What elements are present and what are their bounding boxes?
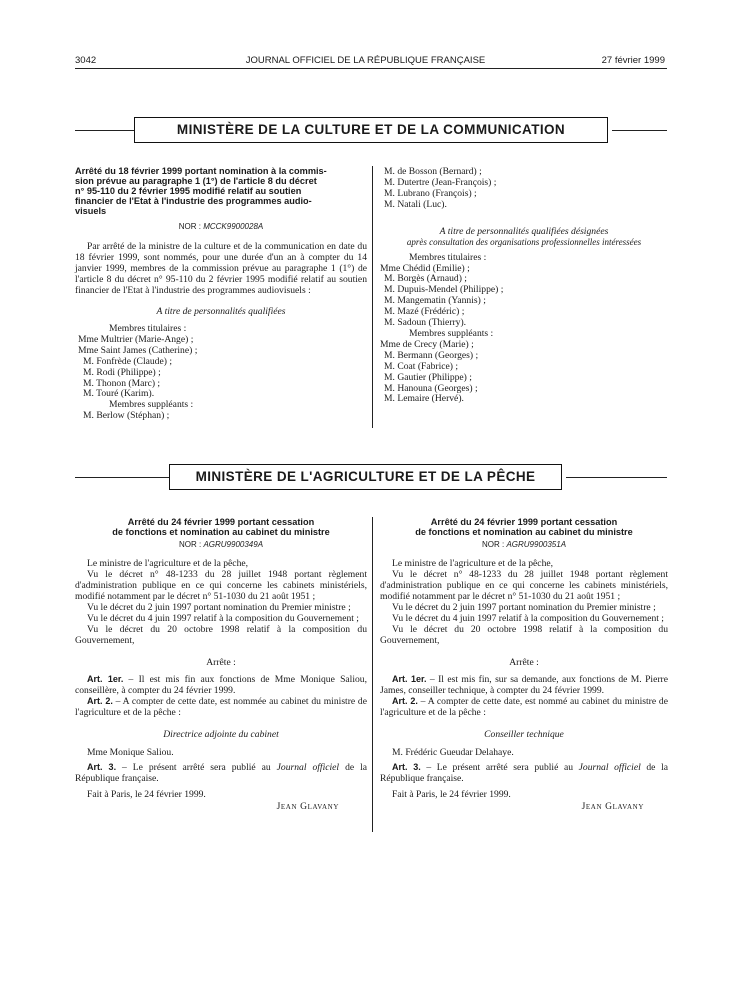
article-label: Art. 3.: [392, 762, 421, 772]
title-line: de fonctions et nomination au cabinet du ministre: [415, 527, 633, 537]
article-2: [75, 696, 367, 718]
role-title: Conseiller technique: [484, 729, 564, 740]
decree-culture-title: [75, 166, 367, 216]
list-item: M. Coat (Fabrice) ;: [384, 360, 459, 372]
list-item: M. Sadoun (Thierry).: [384, 317, 467, 329]
title-line: financier de l'Etat à l'industrie des programmes audio-: [75, 196, 312, 206]
list-item: M. Natali (Luc).: [384, 198, 447, 210]
list-item: M. Borgès (Arnaud) ;: [384, 273, 467, 285]
list-item: M. Thonon (Marc) ;: [83, 377, 161, 389]
paragraph: Le ministre de l'agriculture et de la pêche,: [87, 558, 249, 569]
ministry-culture-title: MINISTÈRE DE LA CULTURE ET DE LA COMMUNICATION: [176, 122, 566, 137]
ministry-culture-box: [134, 117, 608, 143]
list-item: M. Lubrano (François) ;: [384, 187, 477, 199]
article-label: Art. 1er.: [87, 674, 124, 684]
suppleants-label: Membres suppléants :: [109, 399, 194, 411]
nor-label: NOR :: [481, 540, 505, 549]
article-1: [75, 674, 367, 696]
list-item: Mme Multrier (Marie-Ange) ;: [78, 333, 194, 345]
signature: Jean Glavany: [581, 801, 644, 812]
heading-line: A titre de personnalités qualifiées désignées: [439, 225, 609, 237]
fait-a-paris: Fait à Paris, le 24 février 1999.: [392, 789, 511, 800]
fait-a-paris: Fait à Paris, le 24 février 1999.: [87, 789, 206, 800]
article-text: de la République française.: [75, 762, 367, 784]
article-label: Art. 2.: [87, 696, 113, 706]
title-line: Arrêté du 18 février 1999 portant nomination à la commis-: [75, 166, 327, 176]
title-line: de fonctions et nomination au cabinet du ministre: [112, 527, 330, 537]
header-rule: [75, 68, 667, 69]
article-3: [380, 762, 668, 784]
paragraph: Vu le décret du 20 octobre 1998 relatif à la composition du Gouvernement,: [75, 624, 367, 646]
paragraph: Vu le décret du 4 juin 1997 relatif à la composition du Gouvernement ;: [87, 613, 359, 624]
column-divider: [372, 517, 373, 832]
heading-line: après consultation des organisations professionnelles intéressées: [406, 236, 642, 247]
nor-code: MCCK9900028A: [203, 222, 264, 231]
decree-culture-right-column: [380, 167, 668, 405]
appointee: Mme Monique Saliou.: [87, 747, 174, 758]
list-item: M. Mazé (Frédéric) ;: [384, 306, 465, 318]
list-item: M. Berlow (Stéphan) ;: [83, 410, 170, 422]
article-text: – Le présent arrêté sera publié au: [116, 762, 277, 773]
group-heading-designated: [380, 226, 668, 248]
list-item: M. de Bosson (Bernard) ;: [384, 166, 482, 177]
nor-reference: [75, 540, 367, 549]
title-line: visuels: [75, 206, 107, 216]
journal-name: Journal officiel: [276, 762, 340, 773]
list-item: Mme Saint James (Catherine) ;: [78, 344, 198, 356]
title-line: Arrêté du 24 février 1999 portant cessation: [430, 517, 618, 527]
list-item: M. Hanouna (Georges) ;: [384, 382, 478, 394]
paragraph: Vu le décret du 2 juin 1997 portant nomination du Premier ministre ;: [392, 602, 656, 613]
role-title: Directrice adjointe du cabinet: [163, 729, 279, 740]
paragraph: Vu le décret du 4 juin 1997 relatif à la composition du Gouvernement ;: [392, 613, 664, 624]
article-label: Art. 3.: [87, 762, 117, 772]
article-label: Art. 1er.: [392, 674, 427, 684]
article-text: – Le présent arrêté sera publié au: [420, 762, 579, 773]
considerants: [75, 558, 367, 646]
list-item: M. Dutertre (Jean-François) ;: [384, 176, 497, 188]
ministry-rule-right: [612, 130, 667, 131]
list-item: M. Fonfrède (Claude) ;: [83, 355, 172, 367]
ministry-rule-right: [566, 477, 667, 478]
article-1: [380, 674, 668, 696]
titulaires-label: Membres titulaires :: [109, 323, 187, 334]
list-item: M. Touré (Karim).: [83, 388, 155, 400]
decree-agri-right-title: [380, 517, 668, 537]
decree-agri-left-title: [75, 517, 367, 537]
decree-agri-right-column: [380, 517, 668, 812]
ministry-agriculture-box: [169, 464, 562, 490]
list-item: M. Mangematin (Yannis) ;: [384, 295, 486, 307]
list-item: Mme de Crecy (Marie) ;: [380, 338, 474, 350]
article-3: [75, 762, 367, 784]
title-line: sion prévue au paragraphe 1 (1°) de l'article 8 du décret: [75, 176, 317, 186]
list-item: M. Lemaire (Hervé).: [384, 393, 464, 405]
issue-date: 27 février 1999: [601, 55, 665, 66]
decree-intro: Par arrêté de la ministre de la culture et de la communication en date du 18 février 1999, sont nommés, pour une durée d'un an à compter du 14 janvier 1999, membres de la commission prévue au paragraphe 1 (1°) de l'article 8 du décret n° 95-110 du 2 février 1995 modifié relatif au soutien financier de l'Etat à l'industrie des programmes audiovisuels :: [75, 241, 367, 296]
column-divider: [372, 166, 373, 428]
list-item: Mme Chédid (Emilie) ;: [380, 262, 470, 274]
titulaires-label: Membres titulaires :: [409, 251, 487, 263]
ministry-rule-left: [75, 130, 135, 131]
appointee: M. Frédéric Gueudar Delahaye.: [392, 747, 514, 758]
decree-culture-left-column: [75, 166, 367, 422]
signature: Jean Glavany: [276, 801, 339, 812]
decree-agri-left-column: [75, 517, 367, 812]
page-number: 3042: [75, 55, 97, 66]
arrete-label: Arrête :: [509, 657, 539, 668]
journal-title: JOURNAL OFFICIEL DE LA RÉPUBLIQUE FRANÇAISE: [245, 55, 486, 66]
article-label: Art. 2.: [392, 696, 418, 706]
paragraph: Vu le décret du 2 juin 1997 portant nomination du Premier ministre ;: [87, 602, 351, 613]
arrete-label: Arrête :: [206, 657, 236, 668]
nor-reference: [75, 222, 367, 231]
considerants: [380, 558, 668, 646]
nor-code: AGRU9900351A: [506, 540, 567, 549]
nor-code: AGRU9900349A: [203, 540, 264, 549]
article-text: – Il est mis fin aux fonctions de Mme Monique Saliou, conseillère, à compter du 24 février 1999.: [75, 674, 367, 696]
paragraph: Vu le décret du 20 octobre 1998 relatif à la composition du Gouvernement,: [380, 624, 668, 646]
list-item: M. Dupuis-Mendel (Philippe) ;: [384, 284, 504, 296]
list-item: M. Bermann (Georges) ;: [384, 349, 479, 361]
paragraph: Le ministre de l'agriculture et de la pêche,: [392, 558, 554, 569]
journal-name: Journal officiel: [578, 762, 641, 773]
nor-label: NOR :: [178, 540, 202, 549]
title-line: Arrêté du 24 février 1999 portant cessation: [127, 517, 315, 527]
list-item: M. Gautier (Philippe) ;: [384, 371, 472, 383]
article-text: – Il est mis fin, sur sa demande, aux fonctions de M. Pierre James, conseiller technique, à compter du 24 février 1999.: [380, 674, 668, 696]
paragraph: Vu le décret n° 48-1233 du 28 juillet 1948 portant règlement d'administration publique en ce qui concerne les cabinets ministériels, modifié notamment par le décret n° 51-1030 du 21 août 1951 ;: [75, 569, 367, 602]
suppleants-label: Membres suppléants :: [409, 327, 494, 339]
nor-label: NOR :: [178, 222, 201, 231]
ministry-rule-left: [75, 477, 170, 478]
article-text: – A compter de cette date, est nommée au cabinet du ministre de l'agriculture et de la pêche :: [75, 696, 367, 718]
ministry-agriculture-title: MINISTÈRE DE L'AGRICULTURE ET DE LA PÊCHE: [195, 469, 536, 484]
nor-reference: [380, 540, 668, 549]
paragraph: Vu le décret n° 48-1233 du 28 juillet 1948 portant règlement d'administration publique en ce qui concerne les cabinets ministériels, modifié notamment par le décret n° 51-1030 du 21 août 1951 ;: [380, 569, 668, 602]
title-line: n° 95-110 du 2 février 1995 modifié relatif au soutien: [75, 186, 302, 196]
titulaires-list: [75, 335, 367, 400]
article-2: [380, 696, 668, 718]
group-heading-qualified: A titre de personnalités qualifiées: [156, 306, 286, 317]
article-text: – A compter de cette date, est nommé au cabinet du ministre de l'agriculture et de la pêche :: [380, 696, 668, 718]
article-text: de la République française.: [380, 762, 668, 784]
list-item: M. Rodi (Philippe) ;: [83, 366, 161, 378]
